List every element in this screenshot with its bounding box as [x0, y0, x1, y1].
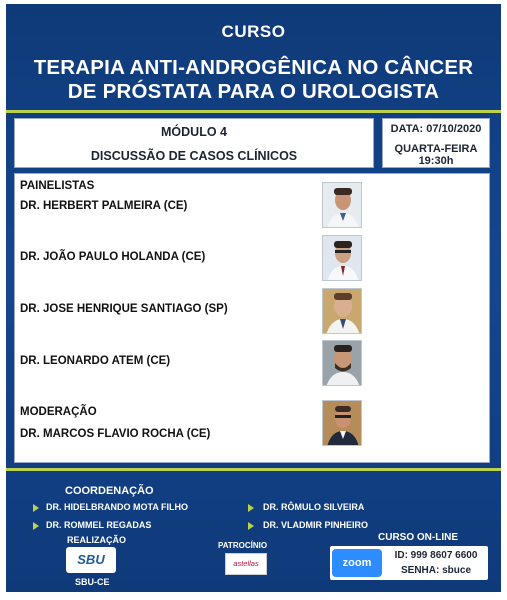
- panelists-heading: PAINELISTAS: [20, 180, 95, 192]
- schedule-date: DATA: 07/10/2020: [390, 123, 482, 135]
- sbu-logo: SBU: [66, 547, 116, 573]
- panelist-name: DR. LEONARDO ATEM (CE): [20, 355, 171, 367]
- divider-line: [6, 110, 501, 113]
- module-subtitle: DISCUSSÃO DE CASOS CLÍNICOS: [90, 149, 298, 163]
- bullet-icon: [248, 522, 254, 530]
- course-title-line1: TERAPIA ANTI-ANDROGÊNICA NO CÂNCER: [33, 56, 474, 79]
- bullet-icon: [248, 504, 254, 512]
- coordination-heading: COORDENAÇÃO: [65, 485, 154, 497]
- patrocinio-label: PATROCÍNIO: [218, 541, 268, 550]
- coordinator-name: DR. VLADMIR PINHEIRO: [263, 520, 369, 530]
- bullet-icon: [33, 504, 39, 512]
- bullet-icon: [33, 522, 39, 530]
- schedule-box: [382, 118, 490, 168]
- poster-header: [6, 4, 501, 112]
- zoom-password: SENHA: sbuce: [400, 565, 471, 576]
- panelist-name: DR. HERBERT PALMEIRA (CE): [20, 200, 188, 212]
- zoom-logo: zoom: [332, 549, 382, 577]
- divider-line: [6, 468, 501, 471]
- zoom-meeting-id: ID: 999 8607 6600: [394, 550, 478, 561]
- sbu-ce-label: SBU-CE: [75, 577, 110, 587]
- moderation-heading: MODERAÇÃO: [20, 406, 97, 418]
- panelist-photo: [322, 182, 362, 228]
- module-label: MÓDULO 4: [161, 125, 227, 139]
- course-title: [6, 56, 501, 104]
- astellas-logo: astellas: [225, 553, 267, 575]
- course-title-line2: DE PRÓSTATA PARA O UROLOGISTA: [67, 80, 440, 103]
- panelist-photo: [322, 235, 362, 281]
- coordinator-name: DR. RÔMULO SILVEIRA: [263, 502, 365, 512]
- realizacao-label: REALIZAÇÃO: [67, 535, 126, 545]
- panelist-name: DR. JOSE HENRIQUE SANTIAGO (SP): [20, 303, 228, 315]
- zoom-info-box: [330, 546, 488, 580]
- course-label: CURSO: [221, 22, 286, 41]
- panelist-photo: [322, 288, 362, 334]
- schedule-time: 19:30h: [418, 155, 454, 167]
- online-course-heading: CURSO ON-LINE: [378, 532, 458, 543]
- moderator-name: DR. MARCOS FLAVIO ROCHA (CE): [20, 428, 211, 440]
- module-box: [14, 118, 374, 168]
- panelist-name: DR. JOÃO PAULO HOLANDA (CE): [20, 251, 206, 263]
- moderator-photo: [322, 400, 362, 446]
- panel-box: [14, 173, 490, 463]
- schedule-weekday: QUARTA-FEIRA: [394, 143, 478, 155]
- coordinator-name: DR. HIDELBRANDO MOTA FILHO: [46, 502, 188, 512]
- coordinator-name: DR. ROMMEL REGADAS: [46, 520, 152, 530]
- panelist-photo: [322, 340, 362, 386]
